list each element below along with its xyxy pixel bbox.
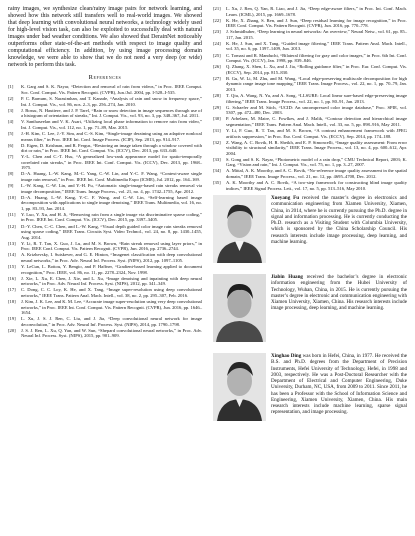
reference-item (8, 183, 202, 194)
reference-item (8, 96, 202, 107)
reference-item (213, 128, 407, 139)
reference-item (8, 328, 202, 339)
reference-number: [17] (8, 287, 16, 293)
references-list-left (8, 84, 202, 338)
reference-item (8, 224, 202, 241)
reference-item (213, 41, 407, 52)
reference-text: B. Gu, W. Li, M. Zhu, and M. Wang, “Local edge-preserving multiscale decomposition for high dynamic range image tone mapping,” IEEE Trans. Image Process., vol. 22, no. 1, pp. 70–79, Jan. 2013. (226, 75, 407, 92)
reference-item (213, 64, 407, 75)
bio-body: received the master’s degree in electronics and communication engineering from Xiamen University, Xiamen, China, in 2014, where he is currently pursuing the Ph.D. degree in signal and information processing. He is currently conducting the Ph.D. research as a Visiting Student with Columbia University, which is sponsored by the China Scholarship Council. His research interests include image processing, deep learning, and machine learning. (271, 195, 407, 245)
reference-number: [2] (8, 96, 14, 102)
reference-number: [13] (8, 240, 16, 246)
reference-text: Y. LeCun, L. Bottou, Y. Bengio, and P. Haffner, “Gradient-based learning applied to document recognition,” Proc. IEEE, vol. 86, no. 11, pp. 2278–2324, Nov. 1998. (21, 264, 202, 275)
reference-number: [4] (8, 119, 14, 125)
reference-number: [15] (8, 264, 16, 270)
reference-number: [32] (213, 139, 221, 145)
reference-text: P. C. Barnum, S. Narasimhan, and T. Kanade, “Analysis of rain and snow in frequency space,” Int. J. Comput. Vis., vol. 86, nos. 2–3, pp. 256–274, Jan. 2010. (21, 96, 202, 107)
reference-item (8, 299, 202, 316)
reference-text: P. Arbelaez, M. Maire, C. Fowlkes, and J. Malik, “Contour detection and hierarchical image segmentation,” IEEE Trans. Pattern Anal. Mach. Intell., vol. 33, no. 5, pp. 898–916, May 2011. (226, 116, 407, 127)
reference-item (8, 143, 202, 154)
author-portrait-image (213, 195, 266, 263)
reference-text: J. Kim, J. K. Lee, and K. M. Lee, “Accurate image super-resolution using very deep convolutional networks,” in Proc. IEEE Int. Conf. Comput. Vis. Pattern Recognit. (CVPR), Jun. 2016, pp. 1646–1654. (21, 298, 202, 316)
reference-number: [6] (8, 142, 14, 148)
reference-number: [3] (8, 107, 14, 113)
reference-text: V. Santhaseelan and V. K. Asari, “Utilizing local phase information to remove rain from video,” Int. J. Comput. Vis., vol. 112, no. 1, pp. 71–89, Mar. 2015. (21, 119, 202, 130)
reference-number: [20] (8, 327, 16, 333)
reference-text: L.-W. Kang, C.-W. Lin, and Y.-H. Fu, “Automatic single-image-based rain streaks removal via image decomposition,” IEEE Trans. Image Process., vol. 21, no. 4, pp. 1742–1755, Apr. 2012. (21, 183, 202, 194)
reference-number: [11] (8, 211, 16, 217)
reference-number: [7] (8, 154, 14, 160)
author-photo (213, 274, 266, 342)
reference-item (213, 105, 407, 116)
reference-text: J.-H. Kim, C. Lee, J.-Y. Sim, and C.-S. Kim, “Single-image deraining using an adaptive nonlocal means filter,” in Proc. IEEE Int. Conf. Image Process. (ICIP), Sep. 2013, pp. 914–917. (21, 130, 202, 142)
reference-item (8, 252, 202, 263)
reference-item (213, 6, 407, 17)
reference-item (8, 154, 202, 171)
reference-text: K. He, X. Zhang, S. Ren, and J. Sun, “Deep residual learning for image recognition,” in Proc. IEEE Conf. Comput. Vis. Pattern Recognit. (CVPR), Jun. 2016, pp. 770–778. (226, 17, 407, 29)
reference-item (213, 168, 407, 179)
reference-text: J. Schmidhuber, “Deep learning in neural networks: An overview,” Neural Netw., vol. 61, pp. 85–117, Jan. 2015. (226, 29, 407, 40)
author-bio-ding (213, 353, 407, 428)
reference-text: Y. Li, F. Guo, R. T. Tan, and M. S. Brown, “A contrast enhancement framework with JPEG artifacts suppression,” in Proc. Eur. Conf. Comput. Vis. (ECCV), Sep. 2014, pp. 174–188. (226, 127, 407, 139)
author-bio-huang (213, 274, 407, 349)
reference-item (8, 212, 202, 223)
reference-text: L. Xu, J. Ren, Q. Yan, R. Liao, and J. Jia, “Deep edge-aware filters,” in Proc. Int. Conf. Mach. Learn. (ICML), 2015, pp. 1669–1678. (226, 6, 407, 17)
reference-item (8, 84, 202, 95)
reference-number: [35] (213, 180, 221, 186)
reference-number: [16] (8, 275, 16, 281)
reference-number: [31] (213, 127, 221, 133)
reference-text: Z. Wang, A. C. Bovik, H. R. Sheikh, and E. P. Simoncelli, “Image quality assessment: From error visibility to structural similarity,” IEEE Trans. Image Process., vol. 13, no. 4, pp. 600–612, Apr. 2004. (226, 139, 407, 156)
reference-text: D.-A. Huang, L.-W. Kang, M.-C. Yang, C.-W. Lin, and Y.-C. F. Wang, “Context-aware single image rain removal,” in Proc. IEEE Int. Conf. Multimedia Expo (ICME), Jul. 2012, pp. 164–169. (21, 171, 202, 182)
reference-item (213, 53, 407, 64)
reference-text: D.-A. Huang, L.-W. Kang, Y.-C. F. Wang, and C.-W. Lin, “Self-learning based image decomposition with applications to single image denoising,” IEEE Trans. Multimedia, vol. 16, no. 1, pp. 83–93, Jan. 2014. (21, 194, 202, 211)
reference-text: Y. Li, R. T. Tan, X. Guo, J. Lu, and M. S. Brown, “Rain streak removal using layer priors,” in Proc. IEEE Conf. Comput. Vis. Pattern Recognit. (CVPR), Jun. 2016, pp. 2736–2744. (21, 240, 202, 252)
reference-number: [8] (8, 171, 14, 177)
reference-text: S. Gong and S. K. Nayar, “Photometric model of a rain drop,” CMU Technical Report, 2003; K. Garg, “Vision and rain,” Int. J. Comput. Vis., vol. 75, no. 1, pp. 3–27, 2007. (226, 156, 407, 168)
conclusion-paragraph: rainy images, we synthesize clean/rainy image pairs for network learning, and showed how this network still transfers well to real-world images. We showed that deep learning with convolutional neural networks, a technology widely used for high-level vision task, can also be exploited to successfully deal with natural images under bad weather conditions. We also showed that DerainNet noticeably outperforms other state-of-the-art methods with respect to image quality and computational efficiency. In addition, by using image processing domain knowledge, we were able to show that we do not need a very deep (or wide) network to perform this task. (8, 6, 202, 69)
reference-number: [26] (213, 64, 221, 70)
reference-number: [34] (213, 168, 221, 174)
reference-item (8, 195, 202, 212)
reference-text: T. Qiu, A. Wang, N. Yu, and A. Song, “LLSURE: Local linear sure-based edge-preserving image filtering,” IEEE Trans. Image Process., vol. 22, no. 1, pp. 80–91, Jan. 2013. (226, 93, 407, 104)
reference-text: L. Xu, J. S. J. Ren, C. Liu, and J. Jia, “Deep convolutional neural network for image deconvolution,” in Proc. Adv. Neural Inf. Process. Syst. (NIPS), 2014, pp. 1790–1798. (21, 316, 202, 327)
reference-item (8, 264, 202, 275)
reference-item (8, 316, 202, 327)
author-portrait-image (213, 274, 266, 342)
bio-body: received the bachelor’s degree in electronic information engineering from the Hubei University of Technology, Wuhan, China, in 2015. He is currently pursuing the master’s degree in electronic and communication engineering with Xiamen University, Xiamen, China. His research interests include image processing, deep learning, and machine learning. (271, 274, 407, 312)
reference-item (213, 76, 407, 93)
reference-text: Y. Luo, Y. Xu, and H. Ji, “Removing rain from a single image via discriminative sparse coding,” in Proc. IEEE Int. Conf. Comput. Vis. (ICCV), Dec. 2015, pp. 3397–3405. (21, 211, 202, 223)
reference-item (8, 241, 202, 252)
reference-text: G. Schaefer and M. Stich, “UCID: An uncompressed color image database,” Proc. SPIE, vol. 5307, pp. 472–480, Dec. 2003. (226, 104, 407, 116)
reference-item (8, 287, 202, 298)
reference-item (213, 29, 407, 40)
author-bio-fu (213, 195, 407, 270)
reference-text: J. Bossu, N. Hautiere, and J. P. Tarel, “Rain or snow detection in image sequences through use of a histogram of orientation of streaks,” Int. J. Comput. Vis., vol. 93, no. 3, pp. 348–367, Jul. 2011. (21, 107, 202, 119)
reference-number: [29] (213, 104, 221, 110)
left-column (8, 6, 202, 339)
reference-item (213, 18, 407, 29)
reference-number: [28] (213, 93, 221, 99)
reference-item (8, 276, 202, 287)
author-name: Jiabin Huang (271, 274, 303, 281)
reference-number: [14] (8, 252, 16, 258)
reference-number: [21] (213, 6, 221, 11)
reference-item (213, 180, 407, 191)
reference-text: C. Dong, C. C. Loy, K. He, and X. Tang, “Image super-resolution using deep convolutional networks,” IEEE Trans. Pattern Anal. Mach. Intell., vol. 38, no. 2, pp. 295–307, Feb. 2016. (21, 287, 202, 298)
reference-text: K. He, J. Sun, and X. Tang, “Guided image filtering,” IEEE Trans. Pattern Anal. Mach. Intell., vol. 35, no. 6, pp. 1397–1409, Jun. 2013. (226, 40, 407, 52)
reference-number: [33] (213, 156, 221, 162)
reference-text: J. S. J. Ren, L. Xu, Q. Yan, and W. Sun, “Shepard convolutional neural networks,” in Proc. Adv. Neural Inf. Process. Syst. (NIPS), 2015, pp. 901–909. (21, 327, 202, 339)
reference-text: D.-Y. Chen, C.-C. Chen, and L.-W. Kang, “Visual depth guided color image rain streaks removal using sparse coding,” IEEE Trans. Circuits Syst. Video Technol., vol. 24, no. 8, pp. 1430–1455, Aug. 2014. (21, 223, 202, 240)
reference-item (8, 108, 202, 119)
author-photo (213, 195, 266, 263)
reference-item (213, 157, 407, 168)
reference-number: [25] (213, 52, 221, 58)
reference-text: J. Xie, L. Xu, E. Chen, J. Xie, and L. Xu, “Image denoising and inpainting with deep neural networks,” in Proc. Adv. Neural Inf. Process. Syst. (NIPS), 2012, pp. 341–349. (21, 275, 202, 287)
reference-text: A. Mittal, A. K. Moorthy, and A. C. Bovik, “No-reference image quality assessment in the spatial domain,” IEEE Trans. Image Process., vol. 21, no. 12, pp. 4695–4708, Dec. 2012. (226, 168, 407, 179)
reference-number: [12] (8, 223, 16, 229)
reference-number: [24] (213, 40, 221, 46)
reference-text: Y.-L. Chen and C.-T. Hsu, “A generalized low-rank appearance model for spatio-temporally correlated rain streaks,” in Proc. IEEE Int. Conf. Comput. Vis. (ICCV), Dec. 2013, pp. 1968–1975. (21, 154, 202, 171)
reference-item (213, 140, 407, 157)
reference-text: C. Tomasi and R. Manduchi, “Bilateral filtering for gray and color images,” in Proc. 6th Int. Conf. Comput. Vis. (ICCV), Jan. 1998, pp. 839–846. (226, 52, 407, 64)
reference-number: [5] (8, 130, 14, 136)
reference-item (213, 93, 407, 104)
reference-number: [23] (213, 29, 221, 35)
reference-text: D. Eigen, D. Krishnan, and R. Fergus, “Restoring an image taken through a window covered with dirt or rain,” in Proc. IEEE Int. Conf. Comput. Vis. (ICCV), Dec. 2013, pp. 633–640. (21, 142, 202, 154)
reference-number: [18] (8, 298, 16, 304)
reference-number: [30] (213, 116, 221, 122)
reference-number: [9] (8, 183, 14, 189)
reference-text: Q. Zhang, X. Shen, L. Xu, and J. Jia, “Rolling guidance filter,” in Proc. Eur. Conf. Comput. Vis. (ECCV), Sep. 2014, pp. 815–830. (226, 64, 407, 75)
reference-item (8, 171, 202, 182)
bio-body: was born in Hefei, China, in 1977. He received the B.S. and Ph.D. degrees from the Department of Precision Instruments, Hefei University of Technology, Hefei, in 1998 and 2003, respectively. He was a Post-Doctoral Researcher with the Department of Electrical and Computer Engineering, Duke University, Durham, NC, USA, from 2009 to 2011. Since 2011, he has been a Professor with the School of Information Science and Engineering, Xiamen University, Xiamen, China. His main research interests include machine learning, sparse signal representation, and image processing. (271, 353, 407, 416)
references-list-right (213, 6, 407, 191)
author-name: Xueyang Fu (271, 195, 300, 202)
reference-text: K. Garg and S. K. Nayar, “Detection and removal of rain from videos,” in Proc. IEEE Comput. Soc. Conf. Comput. Vis. Pattern Recognit. (CVPR), Jun./Jul. 2004, pp. I-528–I-535. (21, 84, 202, 95)
right-column (213, 6, 407, 428)
references-heading: References (88, 74, 122, 82)
author-photo (213, 353, 266, 421)
reference-item (213, 116, 407, 127)
reference-number: [19] (8, 316, 16, 322)
author-name: Xinghao Ding (271, 353, 302, 360)
reference-number: [1] (8, 84, 14, 90)
reference-number: [27] (213, 75, 221, 81)
reference-text: A. K. Moorthy and A. C. Bovik, “A two-step framework for constructing blind image quality indices,” IEEE Signal Process. Lett., vol. 17, no. 5, pp. 513–516, May 2010. (226, 180, 407, 191)
reference-text: A. Krizhevsky, I. Sutskever, and G. E. Hinton, “Imagenet classification with deep convolutional neural networks,” in Proc. Adv. Neural Inf. Process. Syst. (NIPS), 2012, pp. 1097–1105. (21, 252, 202, 263)
reference-number: [22] (213, 17, 221, 23)
reference-item (8, 131, 202, 142)
reference-number: [10] (8, 194, 16, 200)
author-portrait-image (213, 353, 266, 421)
reference-item (8, 119, 202, 130)
